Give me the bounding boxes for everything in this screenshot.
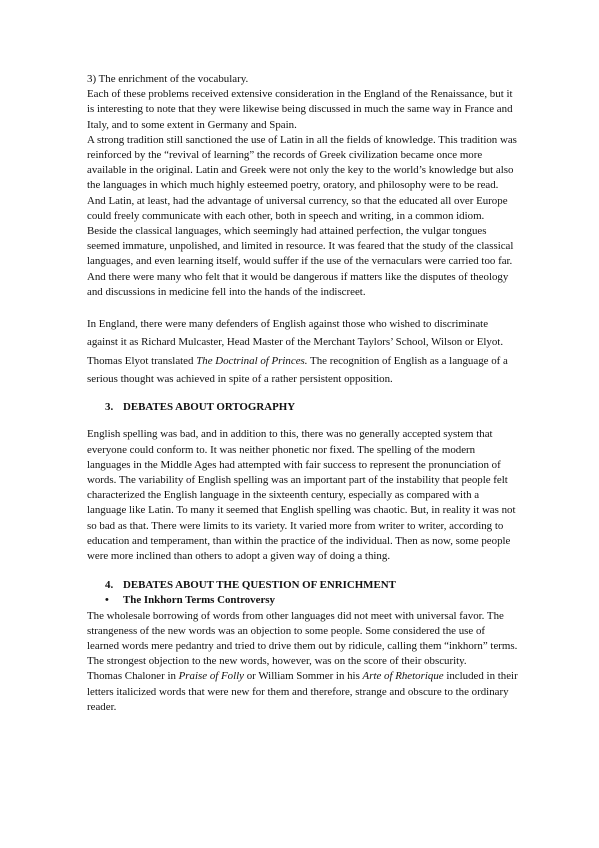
bullet-icon: •	[105, 594, 109, 607]
document-page	[87, 72, 519, 715]
heading-number: 3.	[105, 401, 114, 414]
chaloner-text-1: Thomas Chaloner in	[87, 670, 179, 683]
heading-enrichment	[87, 578, 519, 593]
heading-number: 4.	[105, 579, 114, 592]
paragraph-defenders	[87, 315, 519, 388]
bullet-text: The Inkhorn Terms Controversy	[123, 594, 275, 607]
doctrinal-title: The Doctrinal of Princes.	[196, 354, 308, 367]
heading-text: DEBATES ABOUT THE QUESTION OF ENRICHMENT	[123, 579, 396, 592]
arte-of-rhetorique-title: Arte of Rhetorique	[362, 670, 444, 683]
paragraph-spelling: English spelling was bad, and in addition to this, there was no generally accepted system that everyone could conform to. It was neither phonetic nor fixed. The spelling of the modern languages in the Middle Ages had attempted with fair success to represent the pronunciation of words. The variability of English spelling was an important part of the instability that people felt characterized the English language in the sixteenth century, especially as compared with a language like Latin. To many it seemed that English spelling was chaotic. But, in reality it was not so bad as that. There were limits to its variety. It varied more from writer to writer, according to education and temperament, than within the practice of the individual. Then as now, some people were more inclined than others to adopt a given way of doing a thing.	[87, 428, 516, 563]
bullet-inkhorn	[87, 593, 519, 608]
paragraph-renaissance: Each of these problems received extensive consideration in the England of the Renaissance, but it is interesting to note that they were likewise being discussed in much the same way in France and Italy, and to some extent in Germany and Spain.	[87, 88, 513, 131]
chaloner-text-2: or William Sommer in his	[244, 670, 363, 683]
paragraph-chaloner	[87, 669, 519, 715]
chaloner-text-3: included in their letters italicized words that were new for them and therefore, strange and obscure to the ordinary reader.	[87, 670, 518, 713]
heading-ortography	[87, 400, 519, 415]
paragraph-latin-tradition: A strong tradition still sanctioned the use of Latin in all the fields of knowledge. This tradition was reinforced by the “revival of learning” the records of Greek civilization became once more available in the original. Latin and Greek were not only the key to the world’s knowledge but also the languages in which much highly esteemed poetry, oratory, and philosophy were to be read. And Latin, at least, had the advantage of universal currency, so that the educated all over Europe could freely communicate with each other, both in speech and writing, in a common idiom.	[87, 133, 517, 222]
defenders-text-2: The recognition of English as a language of a serious thought was achieved in spite of a rather persistent opposition.	[87, 354, 508, 385]
paragraph-borrowing: The wholesale borrowing of words from other languages did not meet with universal favor. The strangeness of the new words was an objection to some people. Some considered the use of learned words mere pedantry and tried to drive them out by ridicule, calling them “inkhorn” terms. The strongest objection to the new words, however, was on the score of their obscurity.	[87, 609, 518, 668]
intro-line: 3) The enrichment of the vocabulary.	[87, 73, 249, 85]
paragraph-vulgar-tongues: Beside the classical languages, which seemingly had attained perfection, the vulgar tongues seemed immature, unpolished, and limited in resource. It was feared that the study of the classical languages, and even learning itself, would suffer if the use of the vernaculars were carried too far. And there were many who felt that it would be dangerous if matters like the disputes of theology and discussions in medicine fell into the hands of the indiscreet.	[87, 225, 514, 298]
praise-of-folly-title: Praise of Folly	[178, 670, 244, 683]
heading-text: DEBATES ABOUT ORTOGRAPHY	[123, 401, 296, 414]
defenders-text-1: In England, there were many defenders of English against those who wished to discriminate against it as Richard Mulcaster, Head Master of the Merchant Taylors’ School, Wilson or Elyot. Thomas Elyot translated	[87, 318, 504, 367]
